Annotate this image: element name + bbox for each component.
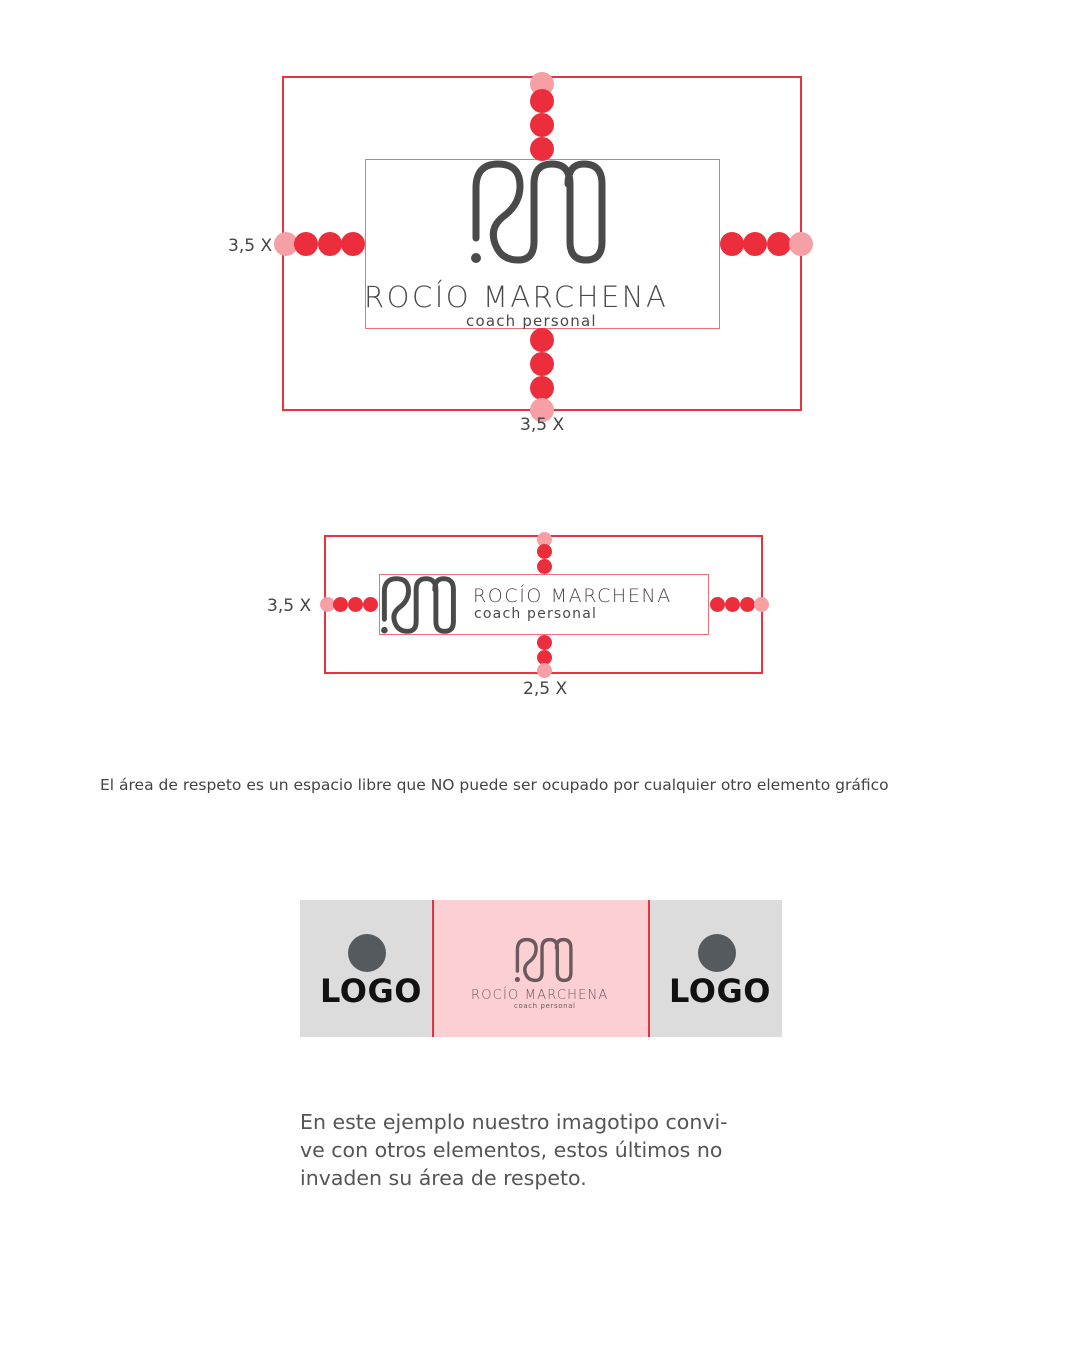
brand-subtitle: coach personal	[514, 1002, 576, 1010]
spacing-dot	[530, 352, 554, 376]
monogram-icon	[514, 937, 576, 983]
monogram-icon	[380, 575, 460, 635]
spacing-dot	[710, 597, 725, 612]
brand-subtitle: coach personal	[466, 312, 597, 330]
placeholder-logo-circle-icon	[348, 934, 386, 972]
spacing-dot	[740, 597, 755, 612]
monogram-icon	[468, 158, 614, 266]
example-line: invaden su área de respeto.	[300, 1166, 587, 1190]
spacing-dot	[363, 597, 378, 612]
placeholder-logo-right: LOGO	[669, 972, 771, 1010]
spacing-dot	[530, 328, 554, 352]
spacing-dot	[767, 232, 791, 256]
brand-name: ROCÍO MARCHENA	[473, 585, 672, 607]
brand-subtitle: coach personal	[474, 606, 598, 622]
spacing-dot	[537, 559, 552, 574]
brand-name: ROCÍO MARCHENA	[471, 988, 609, 1003]
spacing-dot	[754, 597, 769, 612]
spacing-dot	[743, 232, 767, 256]
measure-bottom-label: 3,5 X	[520, 415, 565, 435]
spacing-dot	[789, 232, 813, 256]
example-description	[300, 1108, 780, 1192]
spacing-dot	[530, 89, 554, 113]
spacing-dot	[725, 597, 740, 612]
measure-side-label: 3,5 X	[267, 596, 312, 616]
spacing-dot	[530, 376, 554, 400]
placeholder-logo-circle-icon	[698, 934, 736, 972]
measure-side-label: 3,5 X	[228, 236, 273, 256]
placeholder-logo-left: LOGO	[320, 972, 422, 1010]
spacing-dot	[341, 232, 365, 256]
spacing-dot	[348, 597, 363, 612]
respect-boundary-line	[648, 900, 650, 1037]
example-line: En este ejemplo nuestro imagotipo convi-	[300, 1110, 728, 1134]
brand-name: ROCÍO MARCHENA	[364, 280, 669, 314]
spacing-dot	[294, 232, 318, 256]
spacing-dot	[720, 232, 744, 256]
spacing-dot	[318, 232, 342, 256]
spacing-dot	[537, 635, 552, 650]
spacing-dot	[537, 544, 552, 559]
spacing-dot	[537, 663, 552, 678]
measure-bottom-label: 2,5 X	[523, 679, 568, 699]
spacing-dot	[530, 113, 554, 137]
spacing-dot	[333, 597, 348, 612]
respect-area-note: El área de respeto es un espacio libre que NO puede ser ocupado por cualquier otro elemento gráfico	[100, 776, 889, 794]
respect-boundary-line	[432, 900, 434, 1037]
example-line: ve con otros elementos, estos últimos no	[300, 1138, 723, 1162]
